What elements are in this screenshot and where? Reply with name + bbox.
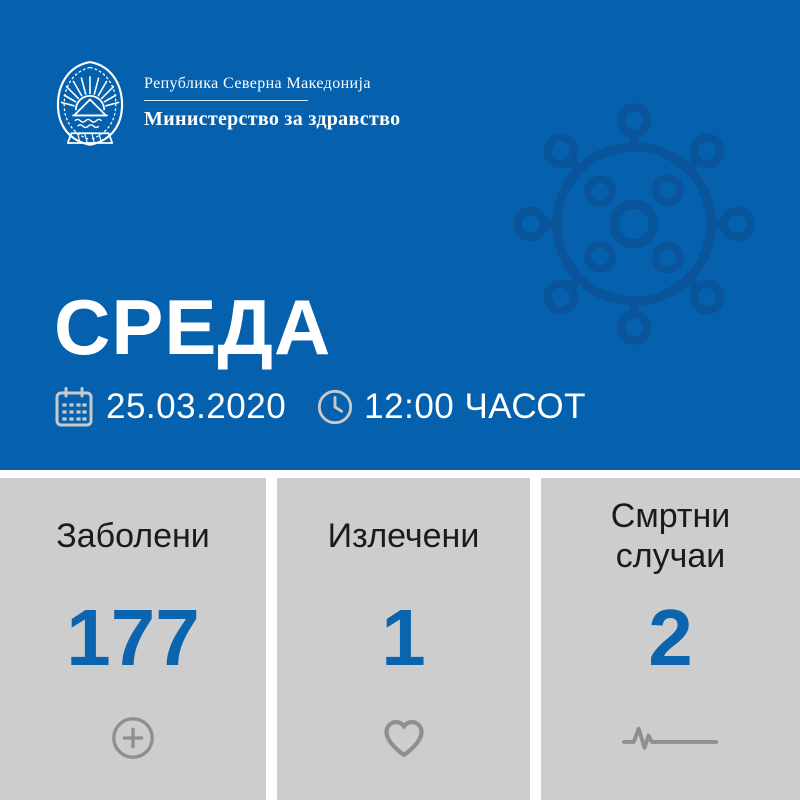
ministry-name: Министерство за здравство: [144, 108, 401, 130]
day-title: СРЕДА: [54, 283, 332, 371]
report-time: 12:00 ЧАСОТ: [364, 387, 586, 426]
government-titles: [144, 75, 400, 131]
stat-card-deaths: [541, 478, 800, 800]
stat-label: Смртни случаи: [610, 496, 731, 575]
stat-label: Излечени: [327, 516, 480, 555]
report-date: 25.03.2020: [106, 387, 287, 426]
heartbeat-icon: [622, 723, 720, 753]
stat-card-recovered: [277, 478, 530, 800]
stat-label: Заболени: [56, 516, 210, 555]
stat-icon-wrap: [109, 714, 157, 762]
plus-circle-icon: [109, 714, 157, 762]
stat-icon-wrap: [622, 714, 720, 762]
coat-of-arms-icon: [50, 58, 130, 148]
stat-card-infected: [0, 478, 266, 800]
government-header: [50, 58, 400, 148]
clock-icon: [316, 388, 354, 426]
header-divider: [144, 100, 308, 101]
heart-icon: [379, 715, 429, 761]
date-time-row: [54, 386, 586, 428]
calendar-icon: [54, 386, 94, 428]
stat-value: 177: [66, 593, 200, 682]
stat-value: 2: [648, 593, 693, 682]
country-name: Република Северна Македонија: [144, 75, 371, 92]
stat-icon-wrap: [379, 714, 429, 762]
stat-value: 1: [381, 593, 426, 682]
coronavirus-icon: [508, 98, 760, 350]
stats-section: [0, 470, 800, 800]
